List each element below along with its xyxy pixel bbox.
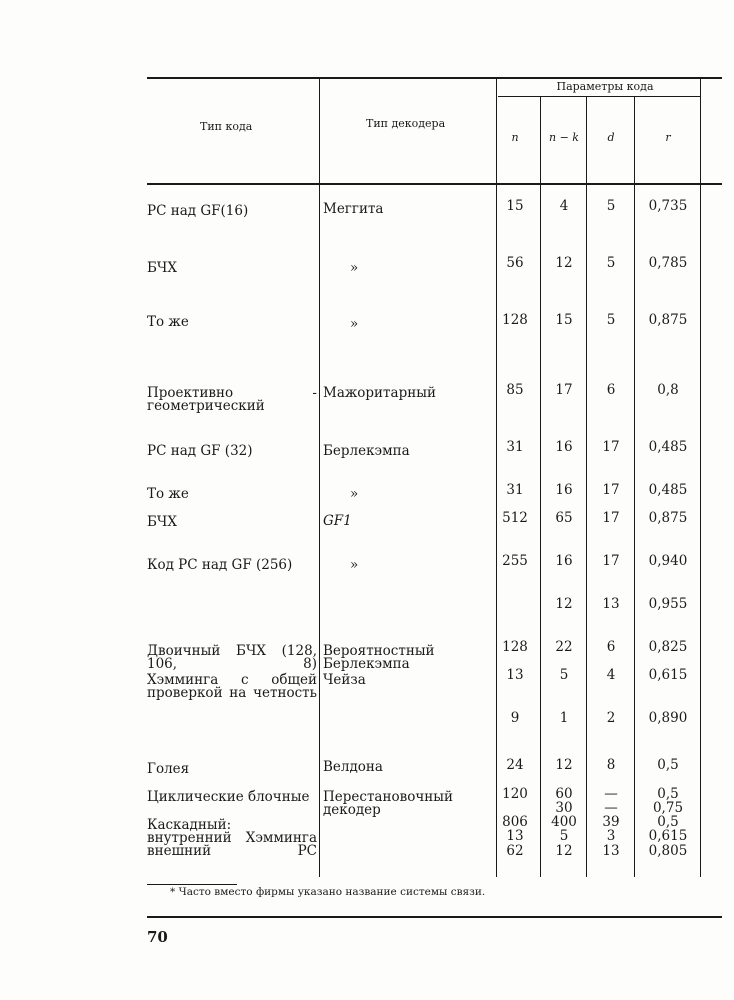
row-1-n: 56 — [506, 255, 524, 271]
row-14-nk: 30 — [555, 800, 573, 816]
row-13-n: 120 — [502, 786, 528, 802]
row-9-r: 0,825 — [648, 639, 688, 655]
row-7-code: Код РС над GF (256) — [147, 557, 293, 573]
row-0-decoder: Меггита — [323, 201, 384, 217]
row-12-code: Голея — [147, 761, 190, 777]
page-number: 70 — [147, 928, 168, 946]
row-12-r: 0,5 — [657, 757, 679, 773]
col-divider-2 — [496, 77, 497, 877]
row-3-code: Проективно - геометрический — [147, 385, 317, 414]
header-decoder-type: Тип декодера — [366, 117, 446, 130]
row-8-r: 0,955 — [648, 596, 688, 612]
row-3-d: 6 — [606, 382, 616, 398]
row-2-nk: 15 — [555, 312, 573, 328]
row-7-n: 255 — [502, 553, 528, 569]
row-13-r: 0,5 — [657, 786, 679, 802]
row-4-code: РС над GF (32) — [147, 443, 253, 459]
col-divider-3 — [540, 97, 541, 877]
header-nk: n − k — [549, 131, 579, 144]
row-16-d: 3 — [606, 828, 616, 844]
row-3-decoder: Мажоритарный — [323, 385, 436, 401]
row-8-nk: 12 — [555, 596, 573, 612]
col-divider-5 — [634, 97, 635, 877]
row-12-nk: 12 — [555, 757, 573, 773]
row-11-nk: 1 — [559, 710, 569, 726]
row-13-decoder: Перестановочный декодер — [323, 789, 453, 818]
row-6-n: 512 — [502, 510, 528, 526]
row-2-r: 0,875 — [648, 312, 688, 328]
row-1-decoder: » — [350, 260, 359, 276]
row-3-nk: 17 — [555, 382, 573, 398]
row-2-d: 5 — [606, 312, 616, 328]
row-4-nk: 16 — [555, 439, 573, 455]
row-10-n: 13 — [506, 667, 524, 683]
header-bottom-rule — [147, 183, 722, 185]
row-6-code: БЧХ — [147, 514, 177, 530]
row-10-d: 4 — [606, 667, 616, 683]
row-2-code: То же — [147, 314, 189, 330]
row-4-r: 0,485 — [648, 439, 688, 455]
row-15-r: 0,5 — [657, 814, 679, 830]
row-7-decoder: » — [350, 557, 359, 573]
row-10-code: Хэмминга с общей проверкой на четность — [147, 672, 317, 701]
row-17-n: 62 — [506, 843, 524, 859]
row-9-d: 6 — [606, 639, 616, 655]
header-params: Параметры кода — [556, 80, 654, 93]
row-5-d: 17 — [602, 482, 620, 498]
row-15-d: 39 — [602, 814, 620, 830]
row-9-n: 128 — [502, 639, 528, 655]
row-9-nk: 22 — [555, 639, 573, 655]
row-9-decoder: Вероятностный Берлекэмпа — [323, 643, 435, 672]
row-9-code: Двоичный БЧХ (128, 106, 8) — [147, 643, 317, 672]
row-16-n: 13 — [506, 828, 524, 844]
row-5-code: То же — [147, 486, 189, 502]
row-15-code: Каскадный: внутренний Хэмминга внешний РС — [147, 817, 317, 859]
row-6-r: 0,875 — [648, 510, 688, 526]
row-17-r: 0,805 — [648, 843, 688, 859]
footnote: * Часто вместо фирмы указано название системы связи. — [170, 886, 486, 898]
row-1-d: 5 — [606, 255, 616, 271]
row-1-nk: 12 — [555, 255, 573, 271]
row-8-d: 13 — [602, 596, 620, 612]
row-6-decoder: GF1 — [323, 513, 352, 529]
row-12-decoder: Велдона — [323, 759, 383, 775]
row-11-r: 0,890 — [648, 710, 688, 726]
row-11-n: 9 — [510, 710, 520, 726]
row-12-d: 8 — [606, 757, 616, 773]
row-7-d: 17 — [602, 553, 620, 569]
footnote-rule — [147, 884, 237, 885]
row-10-nk: 5 — [559, 667, 569, 683]
row-14-d: — — [604, 800, 618, 816]
row-7-r: 0,940 — [648, 553, 688, 569]
header-code-type: Тип кода — [200, 120, 253, 133]
row-10-r: 0,615 — [648, 667, 688, 683]
row-17-nk: 12 — [555, 843, 573, 859]
row-3-n: 85 — [506, 382, 524, 398]
table-top-rule — [147, 77, 722, 79]
row-13-code: Циклические блочные — [147, 789, 310, 805]
header-d: d — [607, 131, 615, 144]
row-15-n: 806 — [502, 814, 528, 830]
row-0-nk: 4 — [559, 198, 569, 214]
header-r: r — [665, 131, 671, 144]
row-1-code: БЧХ — [147, 260, 177, 276]
row-6-d: 17 — [602, 510, 620, 526]
row-5-r: 0,485 — [648, 482, 688, 498]
row-7-nk: 16 — [555, 553, 573, 569]
row-5-n: 31 — [506, 482, 524, 498]
row-15-nk: 400 — [551, 814, 577, 830]
header-n: n — [511, 131, 519, 144]
row-17-d: 13 — [602, 843, 620, 859]
row-16-r: 0,615 — [648, 828, 688, 844]
row-0-code: РС над GF(16) — [147, 203, 249, 219]
params-rule — [498, 96, 700, 97]
row-5-nk: 16 — [555, 482, 573, 498]
row-4-decoder: Берлекэмпа — [323, 443, 410, 459]
row-6-nk: 65 — [555, 510, 573, 526]
row-12-n: 24 — [506, 757, 524, 773]
row-2-decoder: » — [350, 316, 359, 332]
row-14-r: 0,75 — [652, 800, 684, 816]
row-4-d: 17 — [602, 439, 620, 455]
row-4-n: 31 — [506, 439, 524, 455]
row-3-r: 0,8 — [657, 382, 679, 398]
page-bottom-rule — [147, 916, 722, 918]
row-2-n: 128 — [502, 312, 528, 328]
row-16-nk: 5 — [559, 828, 569, 844]
row-13-d: — — [604, 786, 618, 802]
row-0-d: 5 — [606, 198, 616, 214]
row-1-r: 0,785 — [648, 255, 688, 271]
row-10-decoder: Чейза — [323, 672, 366, 688]
col-divider-6 — [700, 77, 701, 877]
row-0-r: 0,735 — [648, 198, 688, 214]
row-5-decoder: » — [350, 486, 359, 502]
col-divider-1 — [319, 77, 320, 877]
col-divider-4 — [586, 97, 587, 877]
row-11-d: 2 — [606, 710, 616, 726]
row-13-nk: 60 — [555, 786, 573, 802]
row-0-n: 15 — [506, 198, 524, 214]
